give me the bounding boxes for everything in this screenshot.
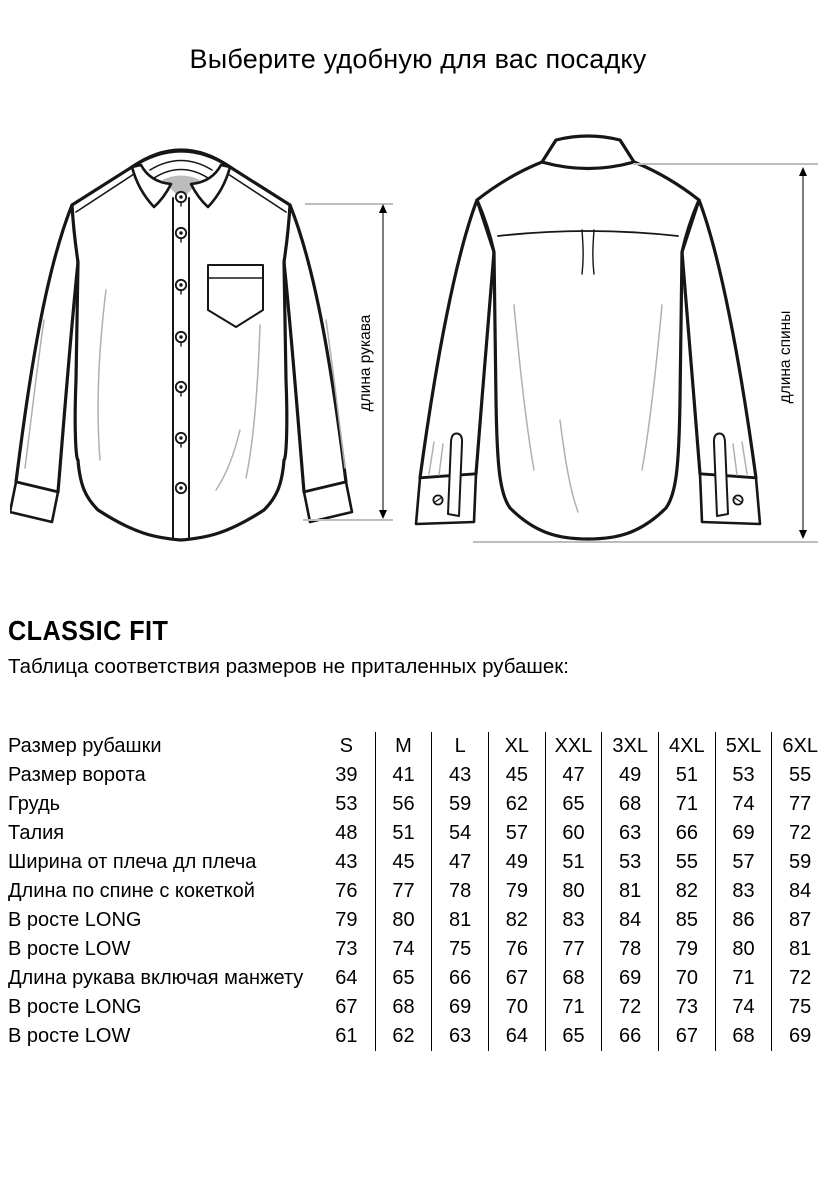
size-value-cell: 45 bbox=[375, 848, 432, 877]
size-value-cell: 71 bbox=[658, 790, 715, 819]
size-header-cell: XXL bbox=[545, 732, 602, 761]
size-value-cell: 74 bbox=[375, 935, 432, 964]
page-title: Выберите удобную для вас посадку bbox=[189, 44, 647, 74]
table-row bbox=[8, 877, 828, 906]
size-value-cell: 55 bbox=[658, 848, 715, 877]
size-value-cell: 69 bbox=[715, 819, 772, 848]
table-row bbox=[8, 1022, 828, 1051]
size-value-cell: 77 bbox=[375, 877, 432, 906]
shirt-front-drawing bbox=[10, 130, 360, 560]
size-value-cell: 87 bbox=[771, 906, 828, 935]
size-value-cell: 71 bbox=[715, 964, 772, 993]
size-header-cell: S bbox=[339, 735, 353, 757]
size-value-cell: 56 bbox=[375, 790, 432, 819]
row-label: Грудь bbox=[8, 793, 61, 815]
size-value-cell: 68 bbox=[601, 790, 658, 819]
row-label: Длина по спине с кокеткой bbox=[8, 880, 255, 902]
size-value-cell: 51 bbox=[658, 761, 715, 790]
size-value-cell: 49 bbox=[488, 848, 545, 877]
row-label: Талия bbox=[8, 822, 65, 844]
size-value-cell: 67 bbox=[335, 996, 358, 1018]
size-value-cell: 59 bbox=[771, 848, 828, 877]
table-row bbox=[8, 848, 828, 877]
size-value-cell: 74 bbox=[715, 993, 772, 1022]
size-table bbox=[8, 732, 828, 1051]
size-header-cell: 6XL bbox=[771, 732, 828, 761]
size-value-cell: 80 bbox=[545, 877, 602, 906]
size-value-cell: 64 bbox=[488, 1022, 545, 1051]
table-subtitle: Таблица соответствия размеров не приталенных рубашек: bbox=[8, 655, 569, 678]
size-value-cell: 69 bbox=[771, 1022, 828, 1051]
size-value-cell: 68 bbox=[715, 1022, 772, 1051]
size-value-cell: 39 bbox=[335, 764, 358, 786]
size-value-cell: 60 bbox=[545, 819, 602, 848]
size-value-cell: 64 bbox=[335, 967, 358, 989]
size-value-cell: 69 bbox=[601, 964, 658, 993]
size-value-cell: 48 bbox=[335, 822, 358, 844]
row-label: Ширина от плеча дл плеча bbox=[8, 851, 257, 873]
size-value-cell: 82 bbox=[658, 877, 715, 906]
size-value-cell: 78 bbox=[431, 877, 488, 906]
size-header-cell: 5XL bbox=[715, 732, 772, 761]
size-value-cell: 73 bbox=[335, 938, 358, 960]
size-value-cell: 82 bbox=[488, 906, 545, 935]
table-row bbox=[8, 819, 828, 848]
size-value-cell: 78 bbox=[601, 935, 658, 964]
size-value-cell: 84 bbox=[601, 906, 658, 935]
size-value-cell: 72 bbox=[601, 993, 658, 1022]
size-value-cell: 76 bbox=[488, 935, 545, 964]
size-value-cell: 49 bbox=[601, 761, 658, 790]
size-header-cell: XL bbox=[488, 732, 545, 761]
back-length-arrow bbox=[802, 171, 804, 533]
size-value-cell: 81 bbox=[771, 935, 828, 964]
size-value-cell: 70 bbox=[658, 964, 715, 993]
sleeve-length-bottom-tick bbox=[303, 519, 393, 521]
size-value-cell: 77 bbox=[771, 790, 828, 819]
arrow-up-icon bbox=[379, 204, 387, 213]
table-row bbox=[8, 761, 828, 790]
size-value-cell: 85 bbox=[658, 906, 715, 935]
size-value-cell: 54 bbox=[431, 819, 488, 848]
size-value-cell: 73 bbox=[658, 993, 715, 1022]
size-value-cell: 65 bbox=[375, 964, 432, 993]
size-value-cell: 57 bbox=[488, 819, 545, 848]
size-value-cell: 80 bbox=[375, 906, 432, 935]
size-value-cell: 47 bbox=[545, 761, 602, 790]
size-value-cell: 69 bbox=[431, 993, 488, 1022]
size-value-cell: 53 bbox=[601, 848, 658, 877]
size-value-cell: 51 bbox=[545, 848, 602, 877]
size-value-cell: 75 bbox=[771, 993, 828, 1022]
size-value-cell: 45 bbox=[488, 761, 545, 790]
size-value-cell: 71 bbox=[545, 993, 602, 1022]
table-row bbox=[8, 993, 828, 1022]
size-value-cell: 63 bbox=[431, 1022, 488, 1051]
size-value-cell: 65 bbox=[545, 1022, 602, 1051]
size-value-cell: 84 bbox=[771, 877, 828, 906]
size-value-cell: 72 bbox=[771, 964, 828, 993]
size-value-cell: 79 bbox=[658, 935, 715, 964]
size-value-cell: 55 bbox=[771, 761, 828, 790]
size-value-cell: 67 bbox=[658, 1022, 715, 1051]
row-label: В росте LONG bbox=[8, 996, 142, 1018]
row-label: Размер рубашки bbox=[8, 735, 162, 757]
size-header-cell: M bbox=[375, 732, 432, 761]
table-row bbox=[8, 964, 828, 993]
size-value-cell: 74 bbox=[715, 790, 772, 819]
size-value-cell: 72 bbox=[771, 819, 828, 848]
size-value-cell: 86 bbox=[715, 906, 772, 935]
size-value-cell: 75 bbox=[431, 935, 488, 964]
size-header-cell: L bbox=[431, 732, 488, 761]
size-value-cell: 62 bbox=[488, 790, 545, 819]
arrow-down-icon bbox=[379, 510, 387, 519]
size-value-cell: 81 bbox=[601, 877, 658, 906]
size-value-cell: 53 bbox=[335, 793, 358, 815]
back-length-top-tick bbox=[633, 163, 818, 165]
sleeve-length-label: длина рукава bbox=[357, 314, 374, 412]
size-header-cell: 4XL bbox=[658, 732, 715, 761]
section-heading: CLASSIC FIT bbox=[8, 615, 169, 646]
size-value-cell: 43 bbox=[335, 851, 358, 873]
row-label: Размер ворота bbox=[8, 764, 146, 786]
size-value-cell: 66 bbox=[601, 1022, 658, 1051]
size-value-cell: 76 bbox=[335, 880, 358, 902]
back-length-label: длина спины bbox=[777, 310, 794, 404]
size-value-cell: 62 bbox=[375, 1022, 432, 1051]
size-value-cell: 79 bbox=[335, 909, 358, 931]
size-value-cell: 70 bbox=[488, 993, 545, 1022]
size-value-cell: 79 bbox=[488, 877, 545, 906]
size-value-cell: 83 bbox=[545, 906, 602, 935]
size-value-cell: 41 bbox=[375, 761, 432, 790]
size-value-cell: 77 bbox=[545, 935, 602, 964]
table-row bbox=[8, 790, 828, 819]
shirt-back-drawing bbox=[410, 130, 794, 572]
arrow-up-icon bbox=[799, 167, 807, 176]
size-value-cell: 53 bbox=[715, 761, 772, 790]
size-value-cell: 65 bbox=[545, 790, 602, 819]
size-value-cell: 47 bbox=[431, 848, 488, 877]
row-label: В росте LOW bbox=[8, 938, 131, 960]
size-value-cell: 81 bbox=[431, 906, 488, 935]
size-value-cell: 66 bbox=[658, 819, 715, 848]
size-value-cell: 68 bbox=[375, 993, 432, 1022]
sleeve-length-arrow bbox=[382, 208, 384, 513]
size-value-cell: 51 bbox=[375, 819, 432, 848]
row-label: В росте LOW bbox=[8, 1025, 131, 1047]
row-label: В росте LONG bbox=[8, 909, 142, 931]
size-header-cell: 3XL bbox=[601, 732, 658, 761]
arrow-down-icon bbox=[799, 530, 807, 539]
size-value-cell: 68 bbox=[545, 964, 602, 993]
size-value-cell: 67 bbox=[488, 964, 545, 993]
size-value-cell: 59 bbox=[431, 790, 488, 819]
row-label: Длина рукава включая манжету bbox=[8, 967, 304, 989]
back-length-bottom-tick bbox=[473, 541, 818, 543]
size-value-cell: 63 bbox=[601, 819, 658, 848]
size-value-cell: 57 bbox=[715, 848, 772, 877]
table-row bbox=[8, 906, 828, 935]
table-row bbox=[8, 732, 828, 761]
size-value-cell: 80 bbox=[715, 935, 772, 964]
size-value-cell: 83 bbox=[715, 877, 772, 906]
size-value-cell: 43 bbox=[431, 761, 488, 790]
size-value-cell: 61 bbox=[335, 1025, 358, 1047]
table-row bbox=[8, 935, 828, 964]
size-value-cell: 66 bbox=[431, 964, 488, 993]
